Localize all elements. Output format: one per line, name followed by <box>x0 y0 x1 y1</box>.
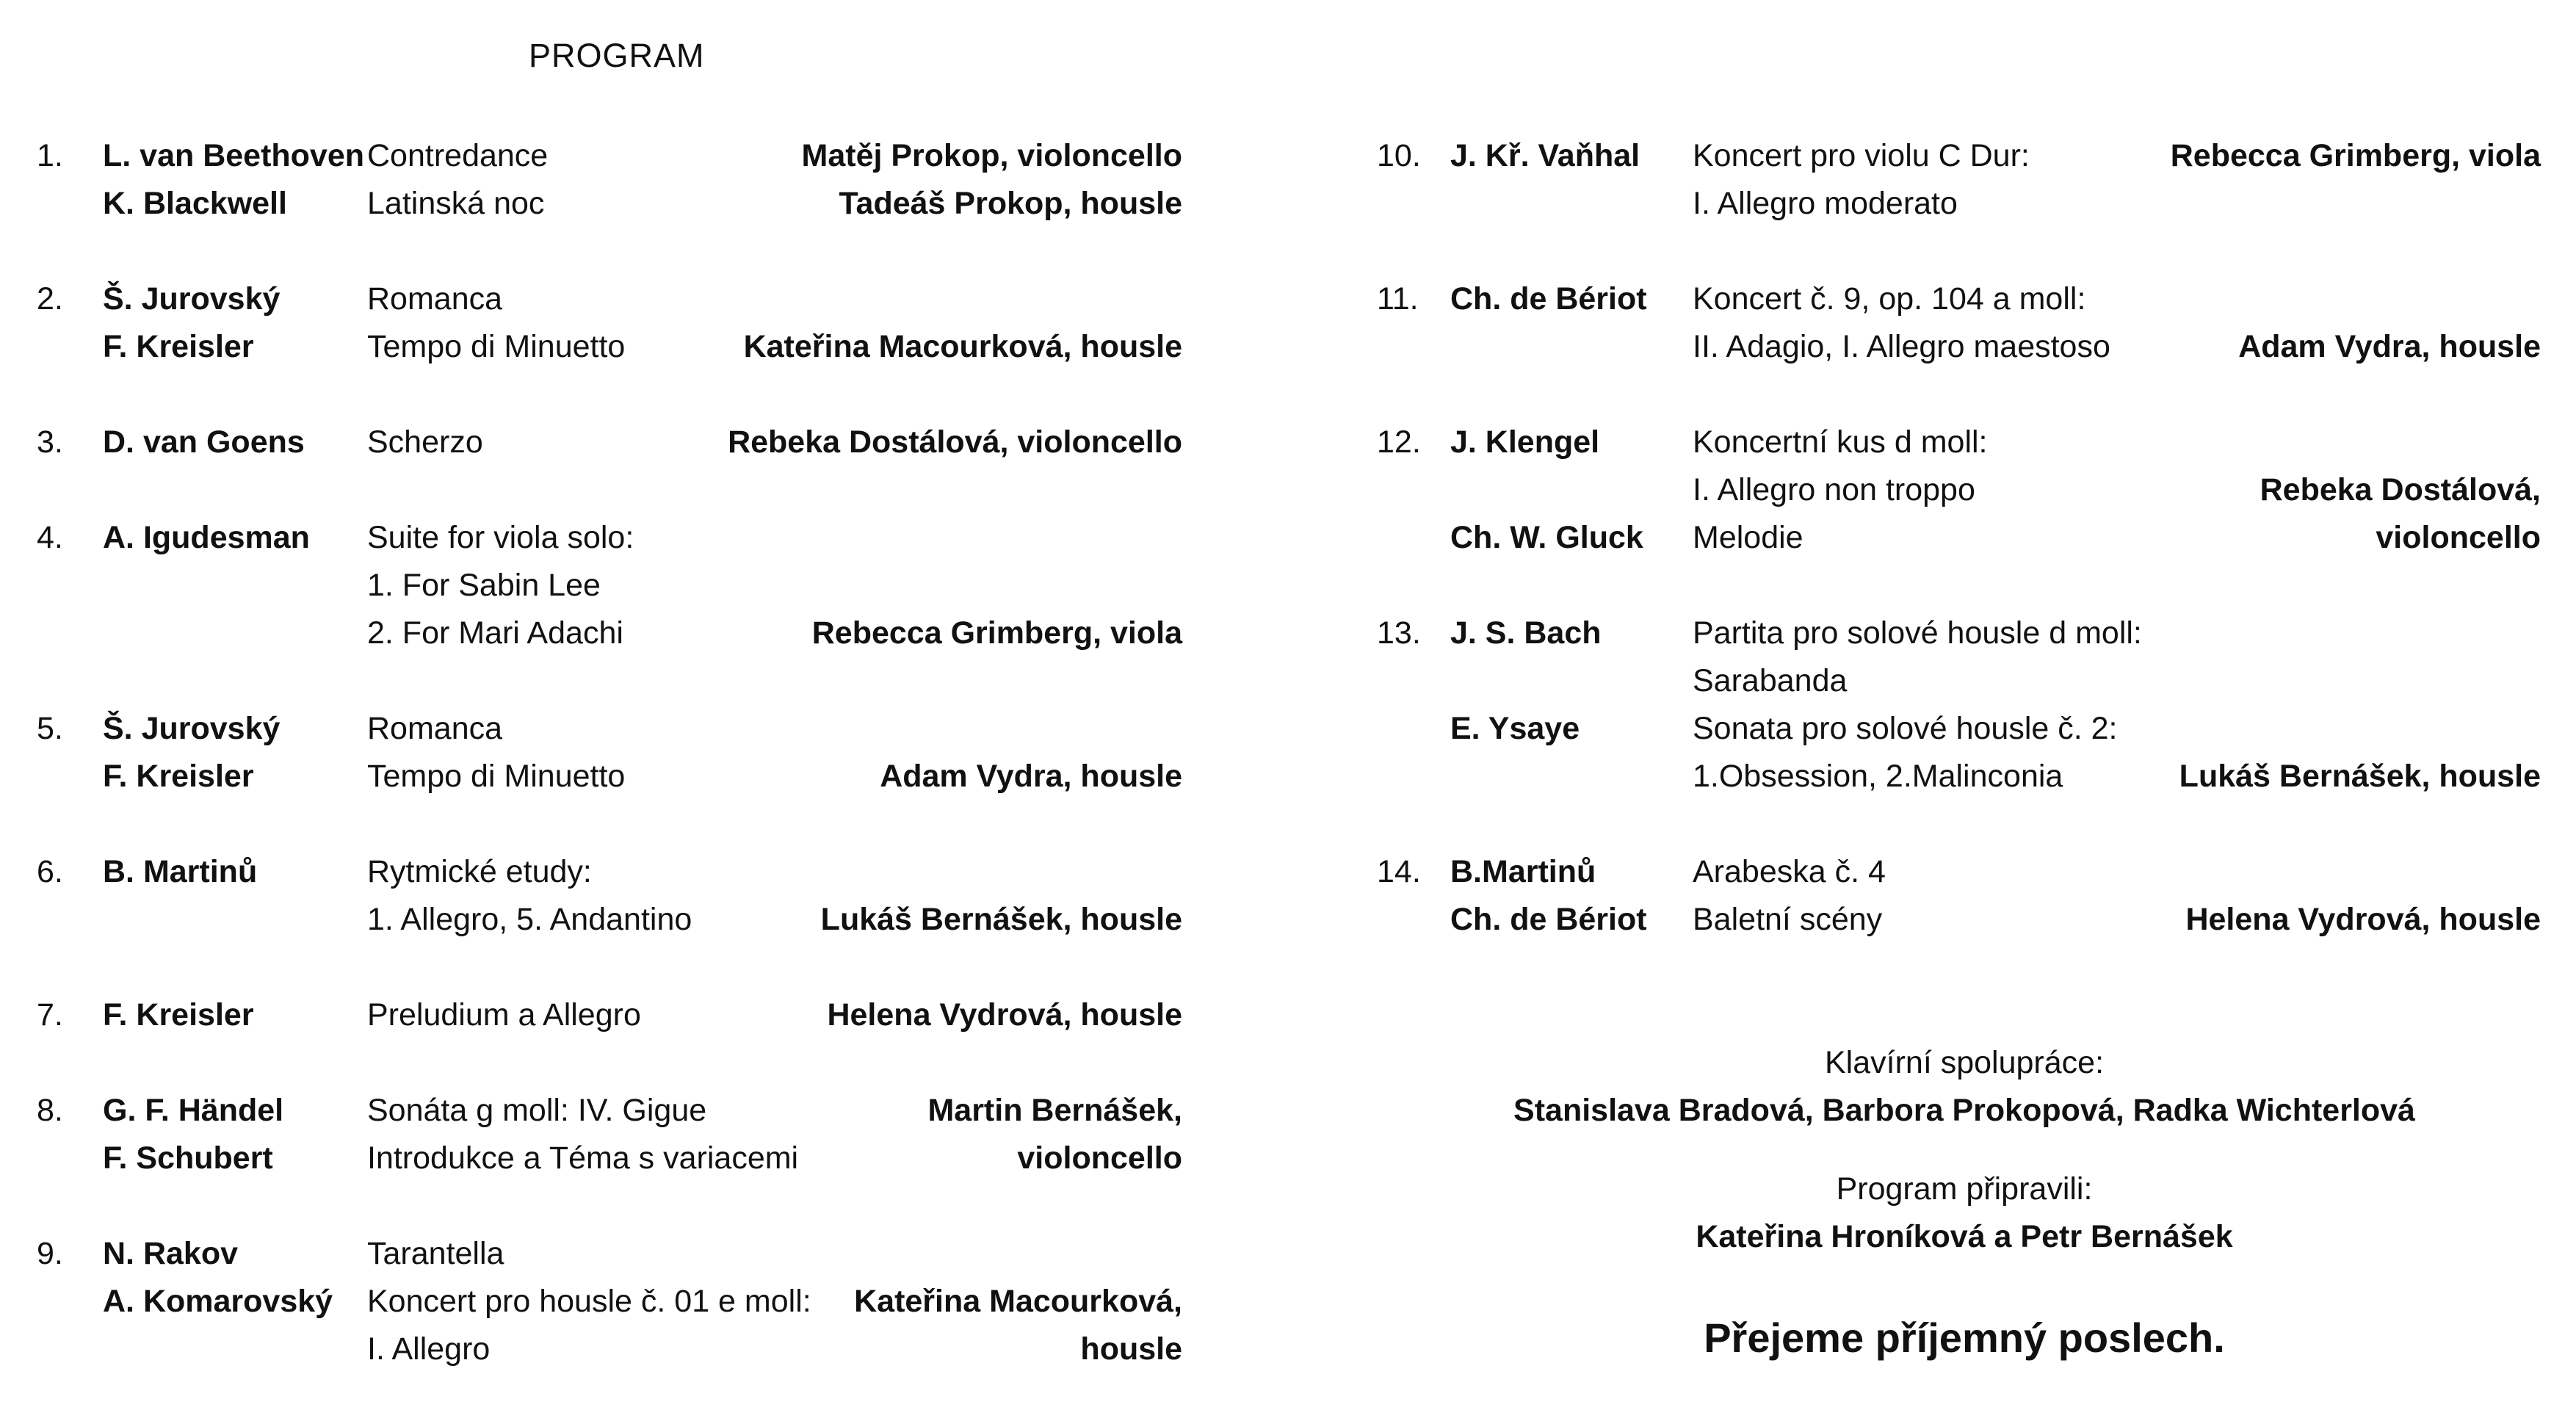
program-item <box>37 848 1182 944</box>
program-item <box>37 1087 1182 1182</box>
performer: Kateřina Macourková, <box>854 1284 1182 1319</box>
work-title: I. Allegro <box>367 1331 491 1367</box>
work-title: Sarabanda <box>1693 663 1848 698</box>
composer: B.Martinů <box>1450 854 1596 889</box>
work-title: Sonata pro solové housle č. 2: <box>1693 711 2118 746</box>
work-title: Partita pro solové housle d moll: <box>1693 615 2142 651</box>
work-title: Romanca <box>367 711 503 746</box>
composer: J. S. Bach <box>1450 615 1602 651</box>
work-title: Preludium a Allegro <box>367 997 641 1033</box>
item-number: 11. <box>1377 281 1419 317</box>
work-title: 1. For Sabin Lee <box>367 568 601 603</box>
composer: F. Schubert <box>103 1140 273 1176</box>
program-line <box>37 848 1182 896</box>
item-number: 3. <box>37 424 63 460</box>
work-title: Baletní scény <box>1693 902 1883 937</box>
program-item <box>1377 419 2541 562</box>
program-item <box>37 991 1182 1039</box>
program-line <box>37 896 1182 944</box>
work-title: Koncert pro violu C Dur: <box>1693 138 2030 173</box>
work-title: Tempo di Minuetto <box>367 759 626 794</box>
program-line <box>37 753 1182 800</box>
performer: Rebecca Grimberg, viola <box>2170 138 2541 173</box>
item-number: 13. <box>1377 615 1421 651</box>
program-line <box>1377 466 2541 514</box>
program-line <box>37 562 1182 610</box>
composer: J. Klengel <box>1450 424 1600 460</box>
composer: K. Blackwell <box>103 186 287 221</box>
program-item <box>1377 132 2541 228</box>
work-title: Scherzo <box>367 424 483 460</box>
item-number: 14. <box>1377 854 1421 889</box>
work-title: Romanca <box>367 281 503 317</box>
item-number: 9. <box>37 1236 63 1271</box>
performer: Martin Bernášek, <box>927 1093 1182 1128</box>
performer: Lukáš Bernášek, housle <box>820 902 1182 937</box>
prepared-label: Program připravili: <box>1836 1171 2093 1207</box>
closing-text: Přejeme příjemný poslech. <box>1704 1315 2225 1361</box>
piano-names: Stanislava Bradová, Barbora Prokopová, Radka Wichterlová <box>1513 1093 2415 1128</box>
item-number: 8. <box>37 1093 63 1128</box>
composer: Ch. de Bériot <box>1450 902 1647 937</box>
program-line <box>37 514 1182 562</box>
work-title: Koncert pro housle č. 01 e moll: <box>367 1284 811 1319</box>
program-item <box>37 275 1182 371</box>
program-line <box>37 275 1182 323</box>
program-line <box>1377 896 2541 944</box>
work-title: Sonáta g moll: IV. Gigue <box>367 1093 707 1128</box>
performer: violoncello <box>1017 1140 1182 1176</box>
item-number: 1. <box>37 138 63 173</box>
work-title: I. Allegro non troppo <box>1693 472 1975 507</box>
program-line <box>37 1135 1182 1182</box>
program-line <box>37 132 1182 180</box>
work-title: II. Adagio, I. Allegro maestoso <box>1693 329 2110 364</box>
program-line <box>37 419 1182 466</box>
program-line <box>1377 419 2541 466</box>
work-title: 1. Allegro, 5. Andantino <box>367 902 692 937</box>
program-line <box>1377 132 2541 180</box>
program-line <box>1377 514 2541 562</box>
composer: Ch. W. Gluck <box>1450 520 1643 555</box>
performer: Rebeka Dostálová, <box>2260 472 2541 507</box>
program-line <box>1377 705 2541 753</box>
performer: Helena Vydrová, housle <box>827 997 1182 1033</box>
item-number: 4. <box>37 520 63 555</box>
work-title: Koncertní kus d moll: <box>1693 424 1988 460</box>
composer: G. F. Händel <box>103 1093 284 1128</box>
program-line <box>1377 180 2541 228</box>
program-line <box>37 991 1182 1039</box>
composer: N. Rakov <box>103 1236 239 1271</box>
program-line <box>37 1087 1182 1135</box>
performer: Rebecca Grimberg, viola <box>811 615 1182 651</box>
work-title: Arabeska č. 4 <box>1693 854 1886 889</box>
composer: F. Kreisler <box>103 329 254 364</box>
performer: Tadeáš Prokop, housle <box>839 186 1182 221</box>
composer: Š. Jurovský <box>103 281 281 317</box>
composer: L. van Beethoven <box>103 138 365 173</box>
program-line <box>1377 610 2541 657</box>
composer: J. Kř. Vaňhal <box>1450 138 1640 173</box>
program-line <box>37 610 1182 657</box>
work-title: Tarantella <box>367 1236 504 1271</box>
composer: D. van Goens <box>103 424 305 460</box>
item-number: 2. <box>37 281 63 317</box>
program-line <box>1377 848 2541 896</box>
performer: Adam Vydra, housle <box>2238 329 2541 364</box>
composer: F. Kreisler <box>103 997 254 1033</box>
program-line <box>37 1278 1182 1326</box>
item-number: 12. <box>1377 424 1421 460</box>
program-item <box>37 419 1182 466</box>
piano-accompaniment <box>1509 1039 2420 1135</box>
composer: A. Igudesman <box>103 520 310 555</box>
work-title: Contredance <box>367 138 549 173</box>
prepared-names: Kateřina Hroníková a Petr Bernášek <box>1696 1219 2233 1254</box>
composer: Š. Jurovský <box>103 711 281 746</box>
program-line <box>37 323 1182 371</box>
program-line <box>1377 275 2541 323</box>
program-item <box>37 132 1182 228</box>
program-item <box>37 514 1182 657</box>
performer: Kateřina Macourková, housle <box>743 329 1182 364</box>
program-item <box>1377 610 2541 800</box>
work-title: Latinská noc <box>367 186 545 221</box>
program-item <box>1377 275 2541 371</box>
performer: violoncello <box>2376 520 2541 555</box>
work-title: 1.Obsession, 2.Malinconia <box>1693 759 2063 794</box>
work-title: Melodie <box>1693 520 1803 555</box>
program-line <box>37 1230 1182 1278</box>
program-item <box>37 705 1182 800</box>
closing-wish <box>1509 1309 2420 1367</box>
work-title: Koncert č. 9, op. 104 a moll: <box>1693 281 2086 317</box>
performer: Rebeka Dostálová, violoncello <box>728 424 1182 460</box>
program-line <box>37 705 1182 753</box>
composer: Ch. de Bériot <box>1450 281 1647 317</box>
program-line <box>37 180 1182 228</box>
program-right-column <box>1377 132 2541 991</box>
performer: Lukáš Bernášek, housle <box>2179 759 2541 794</box>
performer: housle <box>1080 1331 1182 1367</box>
program-line <box>1377 657 2541 705</box>
composer: E. Ysaye <box>1450 711 1580 746</box>
performer: Matěj Prokop, violoncello <box>801 138 1182 173</box>
work-title: I. Allegro moderato <box>1693 186 1958 221</box>
work-title: Introdukce a Téma s variacemi <box>367 1140 799 1176</box>
item-number: 10. <box>1377 138 1421 173</box>
program-left-column <box>37 132 1182 1421</box>
piano-label: Klavírní spolupráce: <box>1824 1045 2105 1080</box>
program-item <box>1377 848 2541 944</box>
item-number: 5. <box>37 711 63 746</box>
program-line <box>1377 323 2541 371</box>
program-line <box>37 1326 1182 1373</box>
work-title: 2. For Mari Adachi <box>367 615 623 651</box>
work-title: Rytmické etudy: <box>367 854 592 889</box>
work-title: Suite for viola solo: <box>367 520 634 555</box>
program-prepared-by <box>1509 1165 2420 1261</box>
composer: F. Kreisler <box>103 759 254 794</box>
program-line <box>1377 753 2541 800</box>
performer: Helena Vydrová, housle <box>2185 902 2541 937</box>
composer: B. Martinů <box>103 854 258 889</box>
composer: A. Komarovský <box>103 1284 333 1319</box>
item-number: 6. <box>37 854 63 889</box>
page-title: PROGRAM <box>529 37 705 74</box>
program-item <box>37 1230 1182 1373</box>
performer: Adam Vydra, housle <box>880 759 1182 794</box>
item-number: 7. <box>37 997 63 1033</box>
work-title: Tempo di Minuetto <box>367 329 626 364</box>
